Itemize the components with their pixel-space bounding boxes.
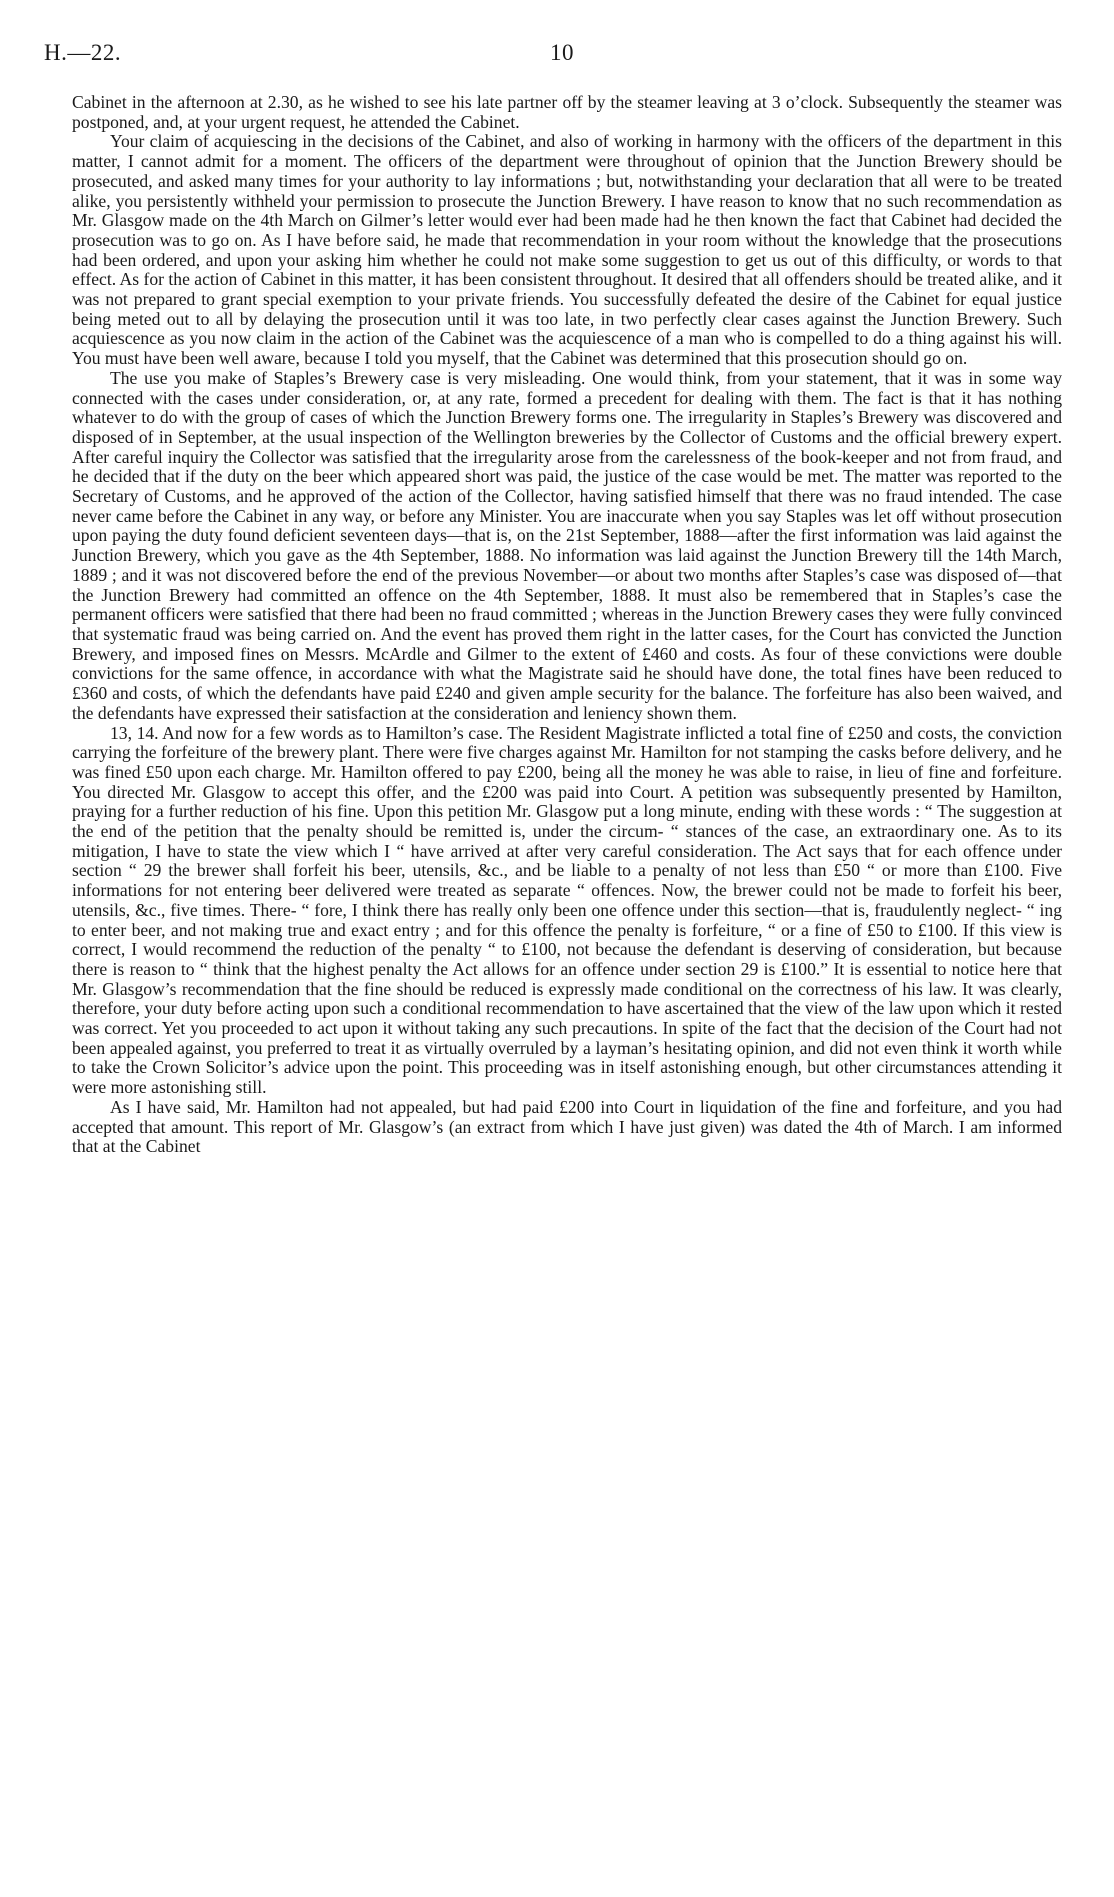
document-reference: H.—22. [44, 40, 122, 65]
document-body [72, 93, 1062, 1157]
paragraph-hamilton-appeal: As I have said, Mr. Hamilton had not appealed, but had paid £200 into Court in liquidation of the fine and forfeiture, and you had accepted that amount. This report of Mr. Glasgow’s (an extract from which I have just given) was dated the 4th of March. I am informed that at the Cabinet [72, 1096, 1062, 1157]
paragraph-hamilton-case: 13, 14. And now for a few words as to Hamilton’s case. The Resident Magistrate inflicted a total fine of £250 and costs, the conviction carrying the forfeiture of the brewery plant. There were five charges against Mr. Hamilton for not stamping the casks before delivery, and he was fined £50 upon each charge. Mr. Hamilton offered to pay £200, being all the money he was able to raise, in lieu of fine and forfeiture. You directed Mr. Glasgow to accept this offer, and the £200 was paid into Court. A petition was subsequently presented by Hamilton, praying for a further reduction of his fine. Upon this petition Mr. Glasgow put a long minute, ending with these words : “ The suggestion at the end of the petition that the penalty should be remitted is, under the circum- “ stances of the case, an extraordinary one. As to its mitigation, I have to state the view which I “ have arrived at after very careful consideration. The Act says that for each offence under section “ 29 the brewer shall forfeit his beer, utensils, &c., and be liable to a penalty of not less than £50 “ or more than £100. Five informations for not entering beer delivered were treated as separate “ offences. Now, the brewer could not be made to forfeit his beer, utensils, &c., five times. There- “ fore, I think there has really only been one offence under this section—that is, fraudulently neglect- “ ing to enter beer, and not making true and exact entry ; and for this offence the penalty is forfeiture, “ or a fine of £50 to £100. If this view is correct, I would recommend the reduction of the penalty “ to £100, not because the defendant is deserving of consideration, but because there is reason to “ think that the highest penalty the Act allows for an offence under section 29 is £100.” It is essential to notice here that Mr. Glasgow’s recommendation that the fine should be reduced is expressly made conditional on the correctness of his law. It was clearly, therefore, your duty before acting upon such a conditional recommendation to have ascertained that the view of the law upon which it rested was correct. Yet you proceeded to act upon it without taking any such precautions. In spite of the fact that the decision of the Court had not been appealed against, you preferred to treat it as virtually overruled by a layman’s hesitating opinion, and did not even think it worth while to take the Crown Solicitor’s advice upon the point. This proceeding was in itself astonishing enough, but other circumstances attending it were more astonishing still. [72, 722, 1062, 1098]
page-header [44, 40, 1070, 74]
paragraph-staples-brewery: The use you make of Staples’s Brewery case is very misleading. One would think, from your statement, that it was in some way connected with the cases under consideration, or, at any rate, formed a precedent for dealing with them. The fact is that it has nothing whatever to do with the group of cases of which the Junction Brewery forms one. The irregularity in Staples’s Brewery was discovered and disposed of in September, at the usual inspection of the Wellington breweries by the Collector of Customs and the official brewery expert. After careful inquiry the Collector was satisfied that the irregularity arose from the carelessness of the book-keeper and not from fraud, and he decided that if the duty on the beer which appeared short was paid, the justice of the case would be met. The matter was reported to the Secretary of Customs, and he approved of the action of the Collector, having satisfied himself that there was no fraud intended. The case never came before the Cabinet in any way, or before any Minister. You are inaccurate when you say Staples was let off without prosecution upon paying the duty found deficient seventeen days—that is, on the 21st September, 1888—after the first information was laid against the Junction Brewery, which you gave as the 4th September, 1888. No information was laid against the Junction Brewery till the 14th March, 1889 ; and it was not discovered before the end of the previous November—or about two months after Staples’s case was disposed of—that the Junction Brewery had committed an offence on the 4th September, 1888. It must also be remembered that in Staples’s case the permanent officers were satisfied that there had been no fraud committed ; whereas in the Junction Brewery cases they were fully convinced that systematic fraud was being carried on. And the event has proved them right in the latter cases, for the Court has convicted the Junction Brewery, and imposed fines on Messrs. McArdle and Gilmer to the extent of £460 and costs. As four of these convictions were double convictions for the same offence, in accordance with what the Magistrate said he should have done, the total fines have been reduced to £360 and costs, of which the defendants have paid £240 and given ample security for the balance. The forfeiture has also been waived, and the defendants have expressed their satisfaction at the consideration and leniency shown them. [72, 367, 1062, 723]
page-number: 10 [550, 40, 574, 65]
paragraph-continuation: Cabinet in the afternoon at 2.30, as he wished to see his late partner off by the steamer leaving at 3 o’clock. Subsequently the steamer was postponed, and, at your urgent request, he attended the Cabinet. [72, 92, 1062, 132]
paragraph-cabinet-acquiescence: Your claim of acquiescing in the decisions of the Cabinet, and also of working in harmony with the officers of the department in this matter, I cannot admit for a moment. The officers of the department were throughout of opinion that the Junction Brewery should be prosecuted, and asked many times for your authority to lay informations ; but, notwithstanding your declaration that all were to be treated alike, you persistently withheld your permission to prosecute the Junction Brewery. I have reason to know that no such recommendation as Mr. Glasgow made on the 4th March on Gilmer’s letter would ever had been made had he then known the fact that Cabinet had decided the prosecution was to go on. As I have before said, he made that recommendation in your room without the knowledge that the prosecutions had been ordered, and upon your asking him whether he could not make some suggestion to get us out of this difficulty, or words to that effect. As for the action of Cabinet in this matter, it has been consistent throughout. It desired that all offenders should be treated alike, and it was not prepared to grant special exemption to your private friends. You successfully defeated the desire of the Cabinet for equal justice being meted out to all by delaying the prosecution until it was too late, in two perfectly clear cases against the Junction Brewery. Such acquiescence as you now claim in the action of the Cabinet was the acquiescence of a man who is compelled to do a thing against his will. You must have been well aware, because I told you myself, that the Cabinet was determined that this prosecution should go on. [72, 131, 1062, 369]
